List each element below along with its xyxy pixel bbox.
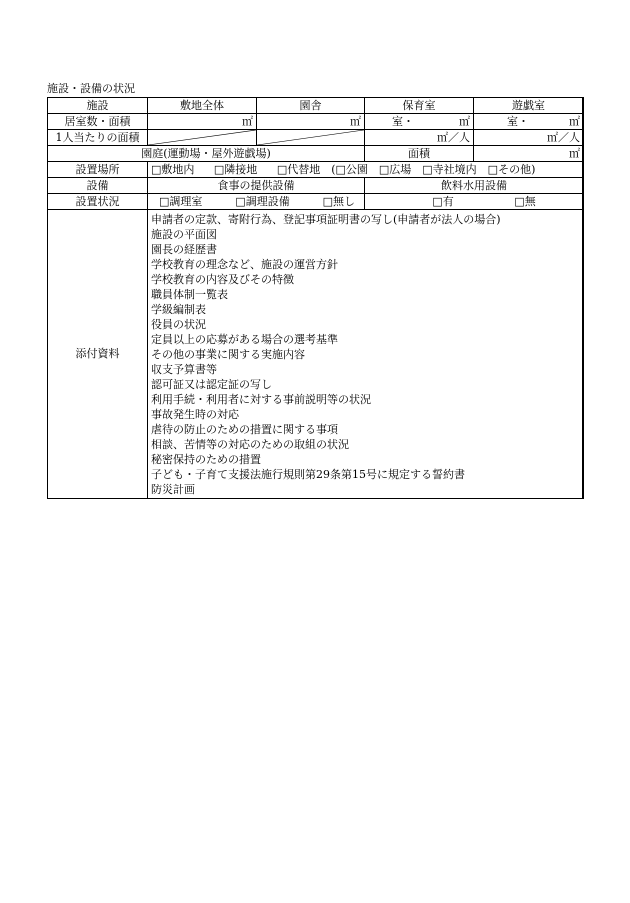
attachment-item: 子ども・子育て支援法施行規則第29条第15号に規定する誓約書 [151,468,465,481]
building-area-field[interactable] [257,114,365,130]
attachment-item: 防災計画 [151,483,195,496]
attachment-item: 秘密保持のための措置 [151,453,261,466]
attachment-item: 施設の平面図 [151,228,217,241]
attachments-row [48,210,584,499]
location-option-alternative[interactable]: □代替地 (□公園 □広場 □寺社境内 □その他) [276,162,536,176]
attachment-item: 学級編制表 [151,303,206,316]
equipment-label: 設備 [48,178,148,194]
unit-sqm: ㎡ [242,114,253,128]
header-building: 園舎 [257,98,365,114]
nursery-per-person-field[interactable]: ㎡／人 [365,130,474,146]
water-options [365,194,584,210]
equipment-row [48,178,584,194]
building-per-person-na [257,130,365,146]
attachment-item: 学校教育の内容及びその特徴 [151,273,294,286]
status-label: 設置状況 [48,194,148,210]
diagonal-line-icon [148,130,256,145]
location-row [48,162,584,178]
unit-sqm: ㎡ [350,114,361,128]
garden-row [48,146,584,162]
playroom-per-person-field[interactable]: ㎡／人 [474,130,584,146]
unit-sqm: ㎡ [569,114,580,128]
per-person-label: 1人当たりの面積 [48,130,148,146]
diagonal-line-icon [257,130,364,145]
site-area-field[interactable] [148,114,257,130]
attachment-item: 定員以上の応募がある場合の選考基準 [151,333,338,346]
attachment-item: 学校教育の理念など、施設の運営方針 [151,258,338,271]
playroom-rooms-field[interactable] [474,114,584,130]
attachments-label: 添付資料 [48,210,148,499]
section-title: 施設・設備の状況 [47,82,135,95]
unit-sqm: ㎡ [459,114,470,128]
header-nursery: 保育室 [365,98,474,114]
attachment-item: 相談、苦情等の対応のための取組の状況 [151,438,349,451]
attachment-item: 申請者の定款、寄附行為、登記事項証明書の写し(申請者が法人の場合) [151,213,501,226]
water-option-yes[interactable]: □有 [432,194,454,208]
attachment-item: 園長の経歴書 [151,243,217,256]
attachment-item: 利用手続・利用者に対する事前説明等の状況 [151,393,371,406]
meal-option-kitchen[interactable]: □調理室 [159,194,203,208]
facility-table [47,97,584,499]
attachment-item: 事故発生時の対応 [151,408,239,421]
room-prefix: 室・ [392,114,414,128]
room-prefix: 室・ [507,114,529,128]
rooms-area-label: 居室数・面積 [48,114,148,130]
attachment-item: その他の事業に関する実施内容 [151,348,305,361]
water-equipment-header: 飲料水用設備 [365,178,584,194]
attachment-item: 収支予算書等 [151,363,217,376]
location-label: 設置場所 [48,162,148,178]
attachment-item: 役員の状況 [151,318,206,331]
garden-area-field[interactable] [474,146,584,162]
meal-option-cooking-equipment[interactable]: □調理設備 [235,194,290,208]
rooms-area-row [48,114,584,130]
status-row [48,194,584,210]
per-person-row [48,130,584,146]
meal-option-none[interactable]: □無し [322,194,355,208]
header-facility: 施設 [48,98,148,114]
header-row [48,98,584,114]
garden-label: 園庭(運動場・屋外遊戯場) [48,146,365,162]
water-option-no[interactable]: □無 [514,194,536,208]
garden-area-label: 面積 [365,146,474,162]
location-options [148,162,584,178]
attachment-item: 認可証又は認定証の写し [151,378,272,391]
meal-equipment-header: 食事の提供設備 [148,178,365,194]
unit-sqm: ㎡ [569,146,580,160]
nursery-rooms-field[interactable] [365,114,474,130]
location-option-onsite[interactable]: □敷地内 [151,162,195,176]
attachment-item: 虐待の防止のための措置に関する事項 [151,423,338,436]
attachments-list [148,210,584,499]
header-playroom: 遊戯室 [474,98,584,114]
header-site: 敷地全体 [148,98,257,114]
location-option-adjacent[interactable]: □隣接地 [213,162,258,176]
attachment-item: 職員体制一覧表 [151,288,228,301]
site-per-person-na [148,130,257,146]
meal-options [148,194,365,210]
